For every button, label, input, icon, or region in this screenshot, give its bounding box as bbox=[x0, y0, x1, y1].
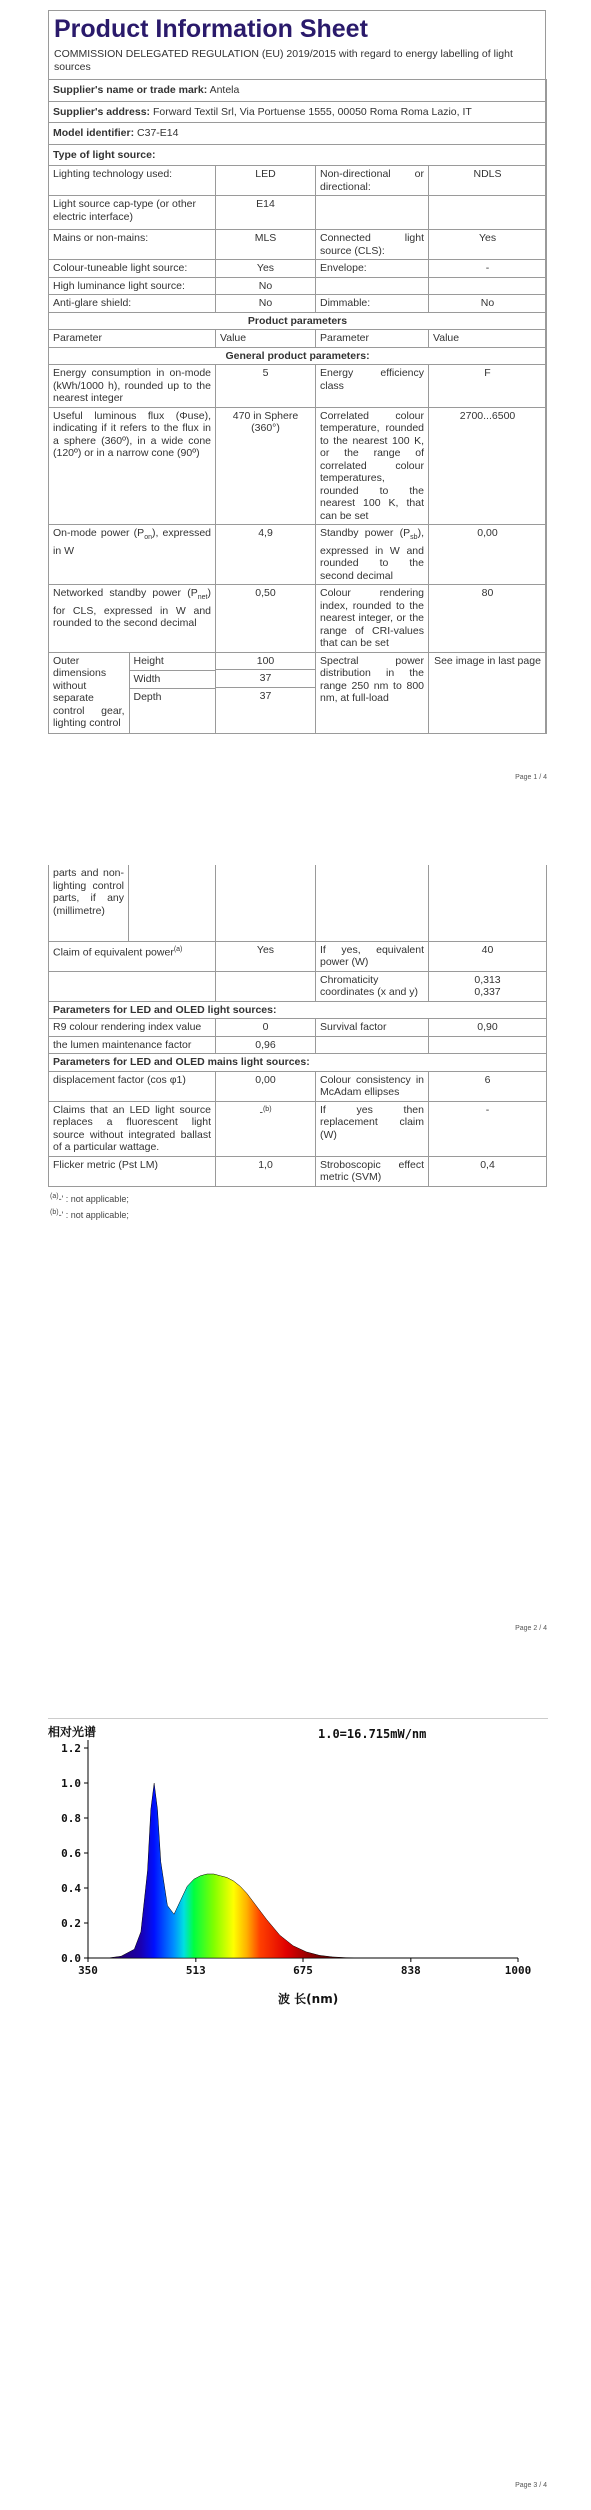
empty-cell bbox=[316, 865, 429, 941]
product-params-heading: Product parameters bbox=[49, 312, 547, 330]
info-table bbox=[48, 79, 547, 734]
cell-label bbox=[316, 277, 429, 295]
cell-label bbox=[316, 196, 429, 230]
cell-label: Mains or non-mains: bbox=[49, 230, 216, 260]
cell-value: Yes bbox=[429, 230, 547, 260]
empty-cell bbox=[216, 971, 316, 1001]
depth-label: Depth bbox=[133, 690, 162, 703]
height-label: Height bbox=[129, 653, 215, 670]
row-led-replace-claim bbox=[49, 1101, 547, 1156]
supplier-address-label: Supplier's address: bbox=[53, 105, 151, 118]
cell-value: 0,00 bbox=[216, 1071, 316, 1101]
text: - bbox=[259, 1106, 263, 1118]
cell-label: R9 colour rendering index value bbox=[49, 1019, 216, 1037]
row-networked-standby bbox=[49, 585, 547, 653]
scale-note: 1.0=16.715mW/nm bbox=[318, 1727, 427, 1741]
x-tick-label: 350 bbox=[78, 1964, 98, 1977]
cell-value: See image in last page bbox=[429, 652, 547, 733]
text: (b) bbox=[262, 1105, 272, 1113]
mains-params-heading: Parameters for LED and OLED mains light sources: bbox=[49, 1054, 547, 1072]
text: (a) bbox=[50, 1192, 59, 1200]
cell-value: No bbox=[216, 295, 316, 313]
cell-value: LED bbox=[216, 166, 316, 196]
depth-value: 37 bbox=[259, 689, 272, 702]
row-chromaticity bbox=[49, 971, 547, 1001]
x-tick-label: 513 bbox=[185, 1964, 206, 1977]
cell-value: 0,96 bbox=[216, 1036, 316, 1054]
cell-value bbox=[429, 971, 547, 1001]
col-header-parameter: Parameter bbox=[49, 330, 216, 348]
model-identifier: C37-E14 bbox=[137, 127, 179, 139]
spectrum-area bbox=[108, 1783, 419, 1958]
text: net bbox=[197, 594, 208, 602]
row-colour-tuneable bbox=[49, 260, 547, 278]
text: Networked standby power (P bbox=[53, 587, 198, 600]
cell-value: - bbox=[429, 1101, 547, 1156]
cell-value: 0,4 bbox=[429, 1156, 547, 1186]
row-lumen-maintenance bbox=[49, 1036, 547, 1054]
row-r9 bbox=[49, 1019, 547, 1037]
text: On-mode power (P bbox=[53, 527, 145, 539]
row-displacement bbox=[49, 1071, 547, 1101]
cell-value: 2700...6500 bbox=[429, 407, 547, 525]
cell-label: Light source cap-type (or other electric interface) bbox=[49, 196, 216, 230]
y-axis-ticks bbox=[61, 1742, 88, 1965]
cell-label: Envelope: bbox=[316, 260, 429, 278]
type-label: Type of light source: bbox=[49, 144, 547, 166]
cell-label: parts and non-lighting control parts, if any (millimetre) bbox=[49, 865, 129, 941]
x-axis-ticks bbox=[78, 1958, 531, 1977]
cell-label: Chromaticity coordinates (x and y) bbox=[316, 971, 429, 1001]
text: (a) bbox=[173, 945, 183, 953]
cell-value: 470 in Sphere (360°) bbox=[216, 407, 316, 525]
page-title: Product Information Sheet bbox=[54, 15, 368, 43]
chromaticity-x: 0,313 bbox=[474, 973, 501, 986]
cell-label: Stroboscopic effect metric (SVM) bbox=[316, 1156, 429, 1186]
row-claim-power bbox=[49, 941, 547, 971]
cell-label: If yes then replacement claim (W) bbox=[316, 1101, 429, 1156]
footnote-a bbox=[50, 1190, 544, 1206]
width-label: Width bbox=[129, 670, 215, 688]
y-axis-title: 相对光谱 bbox=[48, 1725, 97, 1739]
y-tick-label: 1.2 bbox=[61, 1742, 81, 1755]
dimensions-cell bbox=[49, 652, 216, 733]
cell-value: MLS bbox=[216, 230, 316, 260]
row-anti-glare bbox=[49, 295, 547, 313]
cell-label: Energy efficiency class bbox=[316, 365, 429, 408]
row-energy bbox=[49, 365, 547, 408]
cell-label: If yes, equivalent power (W) bbox=[316, 941, 429, 971]
x-tick-label: 838 bbox=[400, 1964, 421, 1977]
cell-label: Spectral power distribution in the range 250 nm to 800 nm, at full-load bbox=[316, 652, 429, 733]
empty-cell bbox=[429, 1036, 547, 1054]
page-3 bbox=[0, 1650, 591, 2510]
cell-value: Yes bbox=[216, 260, 316, 278]
cell-value bbox=[429, 196, 547, 230]
led-params-heading: Parameters for LED and OLED light sources: bbox=[49, 1001, 547, 1019]
cell-label: Non-directional or directional: bbox=[316, 166, 429, 196]
empty-cell bbox=[316, 1036, 429, 1054]
cell-value: 40 bbox=[429, 941, 547, 971]
text: sb bbox=[410, 534, 418, 542]
y-tick-label: 1.0 bbox=[61, 1777, 81, 1790]
cell-label: Flicker metric (Pst LM) bbox=[49, 1156, 216, 1186]
cell-value: 6 bbox=[429, 1071, 547, 1101]
cell-value: NDLS bbox=[429, 166, 547, 196]
row-onmode-power bbox=[49, 525, 547, 585]
page-number: Page 3 / 4 bbox=[515, 2482, 547, 2489]
cell-value: 4,9 bbox=[216, 525, 316, 585]
y-tick-label: 0.0 bbox=[61, 1952, 81, 1965]
cell-label: Lighting technology used: bbox=[49, 166, 216, 196]
empty-cell bbox=[129, 865, 216, 941]
page-1 bbox=[0, 0, 591, 800]
sheet-frame-continued bbox=[48, 865, 544, 1222]
row-flicker bbox=[49, 1156, 547, 1186]
cell-label: Useful luminous flux (Φuse), indicating if it refers to the flux in a sphere (360º), in a wide cone (120º) or in a narrow cone (90º) bbox=[49, 407, 216, 525]
x-tick-label: 1000 bbox=[504, 1964, 532, 1977]
cell-label: Energy consumption in on-mode (kWh/1000 h), rounded up to the nearest integer bbox=[49, 365, 216, 408]
supplier-name: Antela bbox=[209, 84, 240, 96]
column-headers bbox=[49, 330, 547, 348]
cell-value: 0,90 bbox=[429, 1019, 547, 1037]
cell-label: Colour consistency in McAdam ellipses bbox=[316, 1071, 429, 1101]
cell-value: 5 bbox=[216, 365, 316, 408]
text: ), expressed in W bbox=[53, 527, 211, 557]
row-high-luminance bbox=[49, 277, 547, 295]
empty-cell bbox=[429, 865, 547, 941]
cell-label bbox=[316, 525, 429, 585]
cell-label: displacement factor (cos φ1) bbox=[49, 1071, 216, 1101]
cell-label: Connected light source (CLS): bbox=[316, 230, 429, 260]
cell-value: 1,0 bbox=[216, 1156, 316, 1186]
text: on bbox=[144, 534, 152, 542]
footnote-b bbox=[50, 1206, 544, 1222]
general-params-heading: General product parameters: bbox=[49, 347, 547, 365]
height-value: 100 bbox=[216, 653, 315, 671]
text: -' : not applicable; bbox=[58, 1193, 129, 1204]
width-value: 37 bbox=[216, 670, 315, 688]
dimension-values bbox=[216, 652, 316, 733]
cell-value: No bbox=[216, 277, 316, 295]
row-cap-type bbox=[49, 196, 547, 230]
row-flux bbox=[49, 407, 547, 525]
supplier-address: Forward Textil Srl, Via Portuense 1555, 00050 Roma Roma Lazio, IT bbox=[152, 105, 472, 118]
info-table-continued bbox=[48, 865, 547, 1187]
footnotes bbox=[48, 1187, 544, 1222]
cell-label: Colour rendering index, rounded to the nearest integer, or the range of CRI-values that can be set bbox=[316, 585, 429, 653]
regulation-text: COMMISSION DELEGATED REGULATION (EU) 2019/2015 with regard to energy labelling of light sources bbox=[54, 48, 513, 73]
cell-label bbox=[49, 525, 216, 585]
row-technology bbox=[49, 166, 547, 196]
col-header-parameter: Parameter bbox=[316, 330, 429, 348]
empty-cell bbox=[49, 971, 216, 1001]
x-tick-label: 675 bbox=[293, 1964, 313, 1977]
cell-value: Yes bbox=[216, 941, 316, 971]
text: -' : not applicable; bbox=[58, 1209, 129, 1220]
empty-cell bbox=[216, 865, 316, 941]
row-outer-dimensions-cont bbox=[49, 865, 547, 941]
cell-label: the lumen maintenance factor bbox=[49, 1036, 216, 1054]
cell-label: Survival factor bbox=[316, 1019, 429, 1037]
page-number: Page 2 / 4 bbox=[515, 1625, 547, 1632]
cell-label bbox=[49, 585, 216, 653]
text: Claim of equivalent power bbox=[53, 946, 174, 958]
cell-label: Anti-glare shield: bbox=[49, 295, 216, 313]
page-number: Page 1 / 4 bbox=[515, 774, 547, 781]
model-label: Model identifier: bbox=[53, 127, 135, 139]
y-tick-label: 0.6 bbox=[61, 1847, 81, 1860]
y-tick-label: 0.8 bbox=[61, 1812, 81, 1825]
text: (b) bbox=[50, 1208, 59, 1216]
row-mains bbox=[49, 230, 547, 260]
text: Standby power (P bbox=[320, 527, 411, 539]
cell-label: Claims that an LED light source replaces a fluorescent light source without integrated ballast of a particular wattage. bbox=[49, 1101, 216, 1156]
y-tick-label: 0.4 bbox=[61, 1882, 81, 1895]
cell-label: Outer dimensions without separate control gear, lighting control bbox=[49, 653, 129, 733]
row-outer-dimensions bbox=[49, 652, 547, 733]
cell-value: 80 bbox=[429, 585, 547, 653]
text: ), expressed in W and rounded to the second decimal bbox=[320, 527, 424, 582]
cell-label bbox=[49, 941, 216, 971]
col-header-value: Value bbox=[429, 330, 547, 348]
cell-label: Correlated colour temperature, rounded to the nearest 100 K, or the range of correlated colour temperatures, rounded to the nearest 100 K, that can be set bbox=[316, 407, 429, 525]
x-axis-title: 波 长(nm) bbox=[278, 1992, 339, 2006]
page-2 bbox=[0, 800, 591, 1650]
cell-value: - bbox=[429, 260, 547, 278]
supplier-name-label: Supplier's name or trade mark: bbox=[53, 84, 208, 96]
cell-label: High luminance light source: bbox=[49, 277, 216, 295]
cell-value: No bbox=[429, 295, 547, 313]
cell-label: Colour-tuneable light source: bbox=[49, 260, 216, 278]
cell-value bbox=[216, 1101, 316, 1156]
cell-value bbox=[429, 277, 547, 295]
cell-value: 0,00 bbox=[429, 525, 547, 585]
cell-label: Dimmable: bbox=[316, 295, 429, 313]
sheet-frame bbox=[48, 10, 546, 734]
cell-value: 0,50 bbox=[216, 585, 316, 653]
spectrum-chart bbox=[48, 1718, 548, 2008]
col-header-value: Value bbox=[216, 330, 316, 348]
chromaticity-y: 0,337 bbox=[474, 986, 501, 998]
cell-value: 0 bbox=[216, 1019, 316, 1037]
y-tick-label: 0.2 bbox=[61, 1917, 81, 1930]
cell-value: F bbox=[429, 365, 547, 408]
cell-value: E14 bbox=[216, 196, 316, 230]
text: ) for CLS, expressed in W and rounded to the second decimal bbox=[53, 587, 211, 630]
